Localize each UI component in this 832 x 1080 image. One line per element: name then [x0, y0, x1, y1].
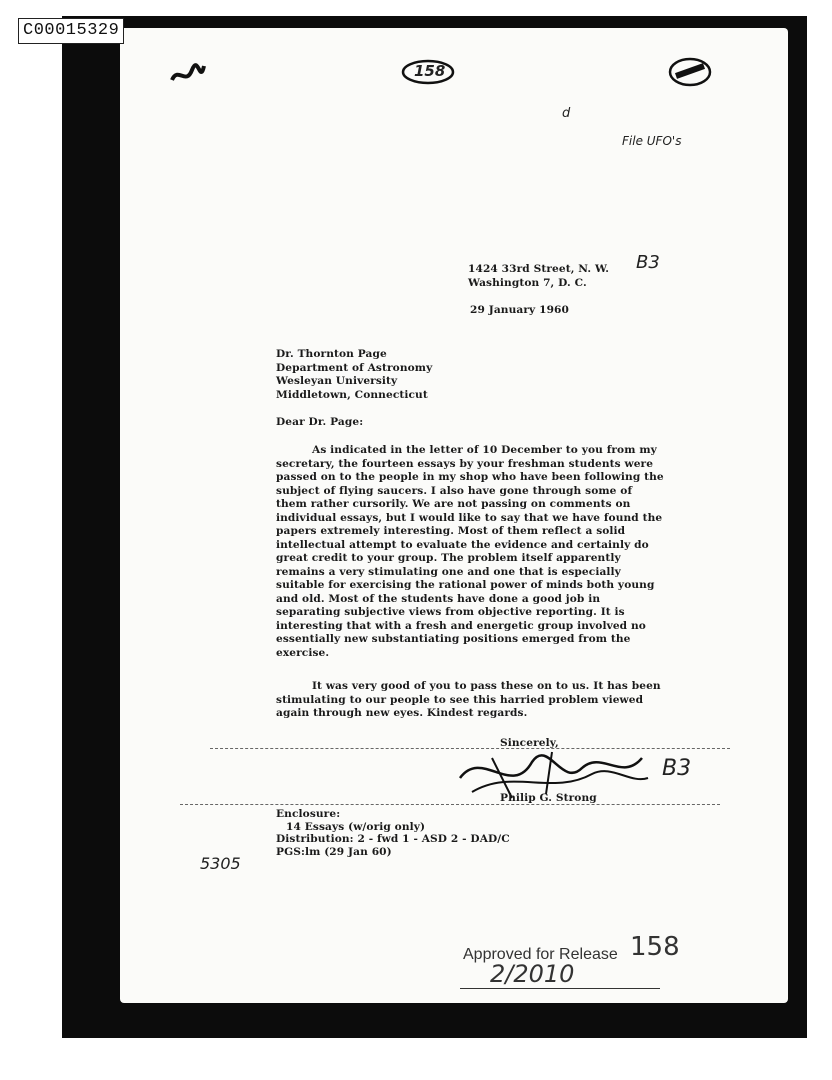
enclosure-line: 14 Essays (w/orig only)	[286, 820, 426, 833]
signer-name: Philip G. Strong	[500, 792, 597, 804]
document-id: C00015329	[18, 18, 124, 44]
top-left-scribble	[168, 60, 208, 92]
handwritten-b3-top: B3	[636, 252, 660, 273]
handwritten-b3-signature: B3	[662, 756, 692, 781]
release-stamp: Approved for Release	[463, 946, 618, 963]
return-address-line: Washington 7, D. C.	[468, 277, 587, 289]
enclosure-line: PGS:lm (29 Jan 60)	[276, 845, 392, 858]
fold-line	[180, 804, 720, 805]
release-date: 2/2010	[490, 960, 575, 988]
release-page-number: 158	[630, 932, 680, 962]
return-address	[468, 262, 609, 290]
circled-page-number-text: 158	[414, 62, 446, 80]
enclosure-line: Enclosure:	[276, 808, 341, 820]
recipient-line: Wesleyan University	[276, 375, 398, 387]
recipient-line: Department of Astronomy	[276, 361, 433, 374]
body-paragraph	[276, 680, 676, 721]
closing: Sincerely,	[500, 737, 559, 749]
recipient-line: Dr. Thornton Page	[276, 348, 387, 360]
body-paragraph-text: It was very good of you to pass these on to us. It has been stimulating to our people to see this harried problem viewed again through new eyes. Kindest regards.	[276, 680, 661, 719]
body-paragraph-text: As indicated in the letter of 10 December to you from my secretary, the fourteen essays by your freshman students were passed on to the people in my shop who have been following the subject of flying saucers. I also have gone through some of them rather cursorily. We are not passing on comments on individual essays, but I would like to say that we have found the papers extremely interesting. Most of them reflect a solid intellectual attempt to evaluate the evidence and certainly do great credit to your group. The problem itself apparently remains a very stimulating one and one that is especially suitable for exercising the rational power of minds both young and old. Most of the students have done a good job in separating subjective views from objective reporting. It is interesting that with a fresh and energetic group involved no essentially new substantiating positions emerged from the exercise.	[276, 444, 664, 659]
enclosure-block	[276, 808, 510, 858]
handwritten-d: d	[562, 106, 571, 121]
letter-date: 29 January 1960	[470, 304, 569, 316]
recipient-line: Middletown, Connecticut	[276, 388, 428, 401]
handwritten-left-note: 5305	[200, 854, 241, 873]
recipient-block	[276, 348, 432, 402]
salutation: Dear Dr. Page:	[276, 416, 364, 428]
return-address-line: 1424 33rd Street, N. W.	[468, 263, 610, 275]
enclosure-line: Distribution: 2 - fwd 1 - ASD 2 - DAD/C	[276, 833, 510, 845]
body-paragraph	[276, 444, 666, 660]
release-underline	[460, 988, 660, 989]
handwritten-file-note: File UFO's	[622, 134, 682, 148]
top-right-scribble	[668, 54, 716, 90]
